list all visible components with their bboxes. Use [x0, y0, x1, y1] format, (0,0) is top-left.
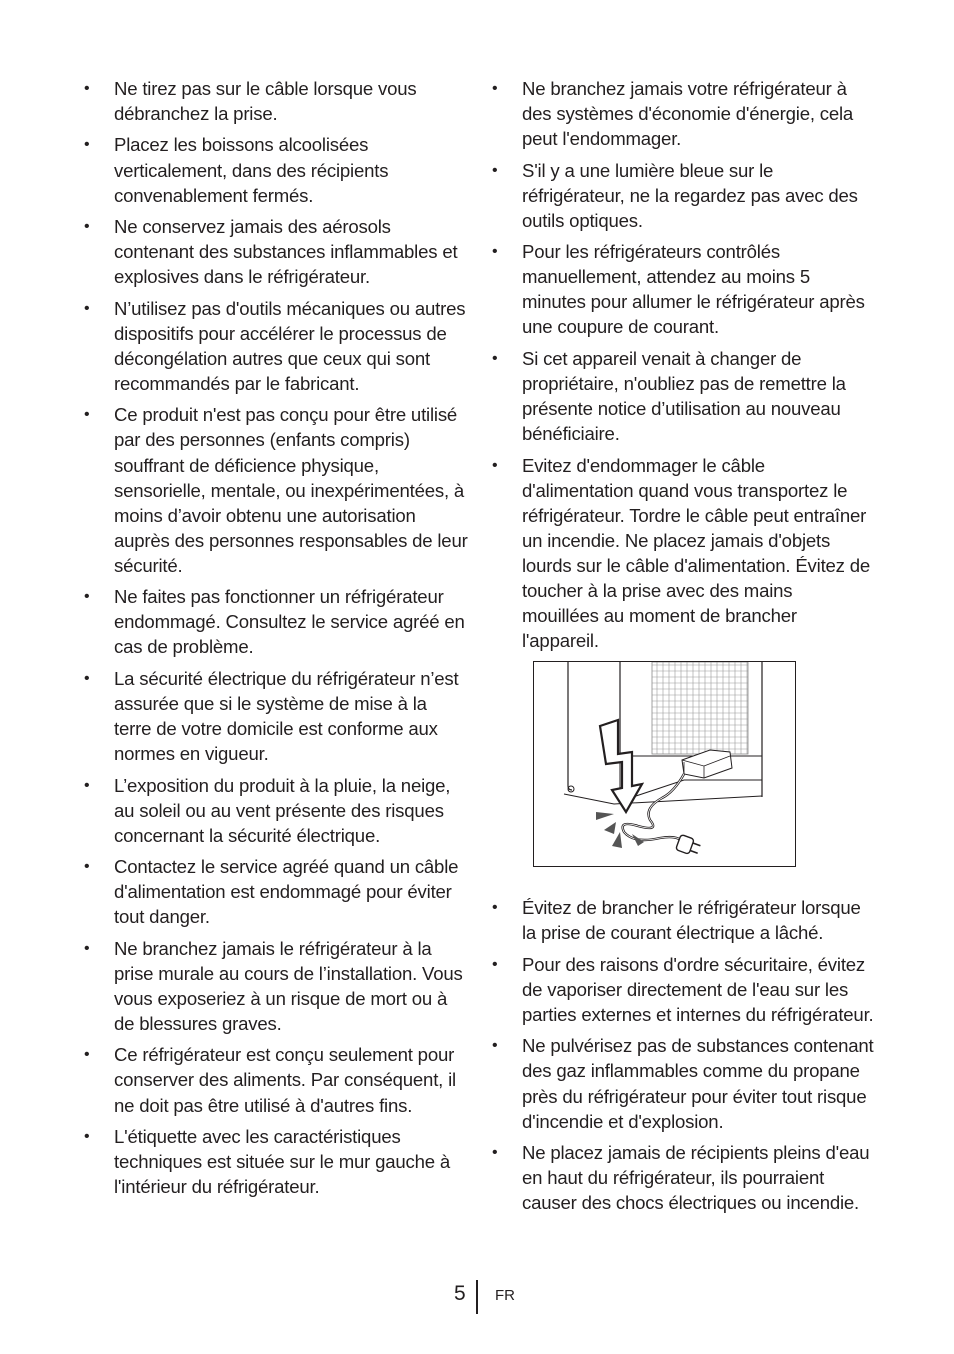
bullet-icon: •: [492, 161, 498, 179]
list-item: • Ne tirez pas sur le câble lorsque vous débranchez la prise.: [84, 78, 417, 125]
bullet-icon: •: [84, 858, 90, 876]
bullet-icon: •: [84, 218, 90, 236]
bullet-icon: •: [84, 1046, 90, 1064]
bullet-icon: •: [492, 243, 498, 261]
list-item: • N’utilisez pas d'outils mécaniques ou autres dispositifs pour accélérer le processus de décongélation autres que ceux qui sont recommandés par le fabricant.: [84, 297, 466, 394]
refrigerator-power-cable-warning-icon: [534, 662, 795, 866]
list-item: • Ce produit n'est pas conçu pour être utilisé par des personnes (enfants compris) souffrant de déficience physique, sensorielle, mentale, ou inexpérimentées, à moins d’avoir obtenu une autorisation auprès des personnes responsables de leur sécurité.: [84, 404, 468, 576]
footer-divider: [476, 1280, 478, 1314]
bullet-icon: •: [84, 1127, 90, 1145]
bullet-icon: •: [492, 456, 498, 474]
left-column: [84, 76, 468, 1206]
list-item: • L'étiquette avec les caractéristiques techniques est située sur le mur gauche à l'intérieur du réfrigérateur.: [84, 1125, 450, 1198]
bullet-icon: •: [492, 1143, 498, 1161]
page-footer: [0, 1280, 954, 1316]
list-item: • Evitez d'endommager le câble d'alimentation quand vous transportez le réfrigérateur. Tordre le câble peut entraîner un incendie. Ne placez jamais d'objets lourds sur le câble d'alimentation. Évitez de toucher à la prise avec des mains mouillées au moment de brancher l'appareil.: [492, 454, 871, 652]
right-column: [492, 76, 874, 1222]
list-item: • Évitez de brancher le réfrigérateur lorsque la prise de courant électrique a lâché.: [492, 897, 861, 944]
list-item: • Ce réfrigérateur est conçu seulement pour conserver des aliments. Par conséquent, il ne doit pas être utilisé à d'autres fins.: [84, 1044, 456, 1116]
refrigerator-cable-illustration: [533, 661, 796, 867]
bullet-icon: •: [84, 136, 90, 154]
bullet-icon: •: [84, 80, 90, 97]
list-item: • Si cet appareil venait à changer de propriétaire, n'oubliez pas de remettre la présente notice d’utilisation au nouveau bénéficiaire.: [492, 347, 846, 445]
language-code: FR: [495, 1287, 515, 1304]
bullet-icon: •: [492, 1037, 498, 1055]
list-item: • La sécurité électrique du réfrigérateur n’est assurée que si le système de mise à la terre de votre domicile est conforme aux normes en vigueur.: [84, 667, 459, 765]
bullet-icon: •: [84, 406, 90, 424]
safety-list-right-top: [492, 76, 874, 653]
list-item: • Ne faites pas fonctionner un réfrigérateur endommagé. Consultez le service agréé en cas de problème.: [84, 586, 465, 658]
bullet-icon: •: [492, 349, 498, 367]
bullet-icon: •: [84, 939, 90, 957]
list-item: • Placez les boissons alcoolisées verticalement, dans des récipients convenablement fermés.: [84, 134, 389, 206]
list-item: • Pour des raisons d'ordre sécuritaire, évitez de vaporiser directement de l'eau sur les parties externes et internes du réfrigérateur.: [492, 953, 874, 1025]
list-item: • S'il y a une lumière bleue sur le réfrigérateur, ne la regardez pas avec des outils optiques.: [492, 159, 858, 231]
bullet-icon: •: [84, 588, 90, 606]
bullet-icon: •: [84, 669, 90, 687]
bullet-icon: •: [84, 776, 90, 794]
list-item: • Pour les réfrigérateurs contrôlés manuellement, attendez au moins 5 minutes pour allumer le réfrigérateur après une coupure de courant.: [492, 241, 865, 338]
safety-list-left: [84, 76, 468, 1199]
page-number: 5: [454, 1282, 466, 1305]
bullet-icon: •: [492, 80, 498, 97]
safety-list-right-bottom: [492, 895, 874, 1215]
list-item: • Ne placez jamais de récipients pleins d'eau en haut du réfrigérateur, ils pourraient causer des chocs électriques ou incendie.: [492, 1141, 870, 1214]
list-item: • Ne branchez jamais le réfrigérateur à la prise murale au cours de l’installation. Vous vous exposeriez à un risque de mort ou à de blessures graves.: [84, 937, 463, 1034]
list-item: • Ne branchez jamais votre réfrigérateur à des systèmes d'économie d'énergie, cela peut l'endommager.: [492, 78, 854, 150]
bullet-icon: •: [492, 899, 498, 917]
bullet-icon: •: [492, 955, 498, 973]
list-item: • Ne pulvérisez pas de substances contenant des gaz inflammables comme du propane près du réfrigérateur pour éviter tout risque d'incendie et d'explosion.: [492, 1035, 874, 1132]
list-item: • L’exposition du produit à la pluie, la neige, au soleil ou au vent présente des risques concernant la sécurité électrique.: [84, 774, 451, 846]
list-item: • Ne conservez jamais des aérosols contenant des substances inflammables et explosives dans le réfrigérateur.: [84, 216, 458, 288]
list-item: • Contactez le service agréé quand un câble d'alimentation est endommagé pour éviter tout danger.: [84, 856, 459, 928]
bullet-icon: •: [84, 299, 90, 317]
